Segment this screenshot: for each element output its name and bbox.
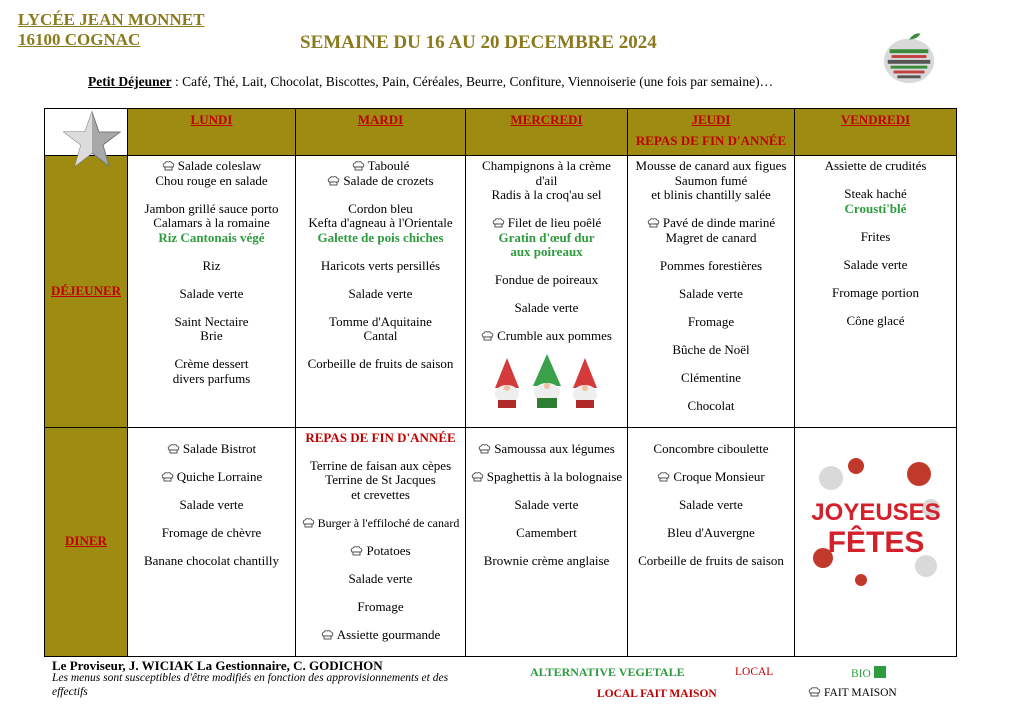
day-header-row <box>45 109 957 156</box>
menu-item: Pavé de dinde mariné <box>628 216 794 231</box>
menu-item: Frites <box>860 228 891 244</box>
chef-hat-icon <box>471 471 484 481</box>
chef-hat-icon <box>167 443 180 453</box>
end-of-year-note: REPAS DE FIN D'ANNÉE <box>635 132 787 148</box>
menu-item: d'ail <box>535 172 558 188</box>
day-label: LUNDI <box>190 112 233 127</box>
menu-item: Brownie crème anglaise <box>483 552 610 568</box>
day-label: VENDREDI <box>840 112 911 127</box>
menu-item: Filet de lieu poêlé <box>466 216 627 231</box>
chef-hat-icon <box>657 471 670 481</box>
menu-table <box>44 108 957 657</box>
day-label: MERCREDI <box>510 112 583 127</box>
menu-item: Chocolat <box>687 397 735 413</box>
chef-hat-icon <box>492 217 505 227</box>
menu-item: Riz <box>202 257 221 273</box>
menu-item: Cantal <box>363 328 398 343</box>
menu-item: Croque Monsieur <box>628 470 794 485</box>
disclaimer: Les menus sont susceptibles d'être modifiés en fonction des approvisionnements et des effectifs <box>52 672 449 698</box>
end-of-year-note: REPAS DE FIN D'ANNÉE <box>305 429 456 445</box>
chef-hat-icon <box>647 217 660 227</box>
menu-item: Concombre ciboulette <box>653 440 769 456</box>
menu-item: Crumble aux pommes <box>466 329 627 344</box>
header-tuesday <box>296 109 466 156</box>
menu-item: Cône glacé <box>846 312 905 328</box>
school-name: LYCÉE JEAN MONNET <box>18 10 205 29</box>
menu-item: Assiette gourmande <box>296 628 465 643</box>
menu-item: Terrine de St Jacques <box>325 472 436 487</box>
menu-item: Salade verte <box>679 496 743 512</box>
menu-item: Fromage <box>687 313 735 329</box>
menu-item-vegetarian: Riz Cantonais végé <box>158 229 265 245</box>
menu-item: Salade verte <box>679 285 743 301</box>
lunch-friday <box>795 156 957 428</box>
menu-item: Banane chocolat chantilly <box>143 552 279 568</box>
menu-item: Radis à la croq'au sel <box>491 187 602 202</box>
header-monday <box>128 109 296 156</box>
chef-hat-icon <box>327 175 340 185</box>
menu-item: et blinis chantilly salée <box>651 187 771 202</box>
menu-item: Corbeille de fruits de saison <box>307 356 454 371</box>
menu-item: Salade verte <box>514 496 579 512</box>
menu-item: Cordon bleu <box>348 200 413 216</box>
menu-item: divers parfums <box>172 370 251 386</box>
menu-item: Camembert <box>516 524 577 540</box>
chef-hat-icon <box>352 160 365 170</box>
menu-item: Brie <box>200 328 223 343</box>
chef-hat-icon <box>478 443 491 453</box>
legend-alternative-vegetale: ALTERNATIVE VEGETALE <box>530 665 685 679</box>
day-label: JEUDI <box>691 112 731 127</box>
meal-label: DÉJEUNER <box>50 283 122 298</box>
menu-item: Kefta d'agneau à l'Orientale <box>308 215 453 230</box>
menu-item: Fromage de chèvre <box>161 524 262 540</box>
breakfast-line <box>88 74 773 90</box>
apple-logo-icon <box>880 28 938 86</box>
menu-item: Pommes forestières <box>659 257 763 273</box>
signatures: Le Proviseur, J. WICIAK La Gestionnaire, C. GODICHON <box>52 658 383 673</box>
menu-item: Salade de crozets <box>296 174 465 189</box>
menu-item: Salade Bistrot <box>128 442 295 457</box>
dinner-wednesday <box>466 427 628 656</box>
menu-item: Haricots verts persillés <box>320 257 441 273</box>
lunch-label-cell <box>45 156 128 428</box>
menu-item: Calamars à la romaine <box>153 215 270 230</box>
joyeuses-fetes-image <box>801 448 951 598</box>
menu-item: Corbeille de fruits de saison <box>638 552 784 568</box>
menu-item: Salade verte <box>843 256 908 272</box>
header-thursday <box>628 109 795 156</box>
menu-item: Samoussa aux légumes <box>466 442 627 457</box>
bio-leaf-icon <box>874 666 886 678</box>
menu-item: Saumon fumé <box>674 172 748 188</box>
dinner-row <box>45 427 957 656</box>
legend-local: LOCAL <box>735 666 774 678</box>
menu-item: Taboulé <box>296 159 465 174</box>
menu-item: Salade verte <box>348 285 413 301</box>
school-header <box>18 10 204 50</box>
legend-local-fait-maison: LOCAL FAIT MAISON <box>597 688 717 700</box>
dinner-friday <box>795 427 957 656</box>
menu-item: Champignons à la crème <box>482 158 611 173</box>
breakfast-label: Petit Déjeuner <box>88 74 172 89</box>
menu-item: Burger à l'effiloché de canard <box>296 516 465 531</box>
breakfast-items: : Café, Thé, Lait, Chocolat, Biscottes, Pain, Céréales, Beurre, Confiture, Viennoiserie (une fois par semaine)… <box>171 74 774 89</box>
dinner-label-cell <box>45 427 128 656</box>
svg-text:JOYEUSES: JOYEUSES <box>810 498 941 526</box>
lunch-wednesday <box>466 156 628 428</box>
chef-hat-icon <box>302 517 315 527</box>
meal-label: DINER <box>65 533 107 549</box>
menu-item: Fondue de poireaux <box>494 272 599 287</box>
dinner-tuesday <box>296 427 466 656</box>
menu-item: Spaghettis à la bolognaise <box>466 470 627 485</box>
chef-hat-icon <box>162 160 175 170</box>
chef-hat-icon <box>350 545 363 555</box>
menu-item: Fromage portion <box>831 284 919 300</box>
menu-item: Quiche Lorraine <box>128 470 295 485</box>
menu-item: Crème dessert <box>174 356 249 371</box>
silver-star-icon <box>62 110 122 170</box>
lunch-tuesday <box>296 156 466 428</box>
menu-item: Potatoes <box>296 544 465 559</box>
chef-hat-icon <box>161 471 174 481</box>
lunch-monday <box>128 156 296 428</box>
menu-item: et crevettes <box>351 486 410 502</box>
menu-item: Salade verte <box>179 496 244 512</box>
lunch-thursday <box>628 156 795 428</box>
menu-item-vegetarian: Galette de pois chiches <box>317 229 444 245</box>
chef-hat-icon <box>321 629 334 639</box>
menu-item: Bleu d'Auvergne <box>667 524 755 540</box>
chef-hat-icon <box>808 687 821 697</box>
menu-item: Mousse de canard aux figues <box>635 158 787 173</box>
menu-item: Salade verte <box>348 570 413 586</box>
menu-item: Magret de canard <box>665 229 757 245</box>
menu-item: Bûche de Noël <box>672 341 750 357</box>
dinner-thursday <box>628 427 795 656</box>
menu-item: Salade coleslaw <box>128 159 295 174</box>
legend-fait-maison: FAIT MAISON <box>808 687 897 699</box>
menu-item-vegetarian: Gratin d'œuf dur <box>498 229 595 245</box>
menu-item: Steak haché <box>844 186 907 201</box>
menu-item: Terrine de faisan aux cèpes <box>309 457 452 473</box>
menu-item: Clémentine <box>681 369 741 385</box>
menu-item-vegetarian: Crousti'blé <box>844 200 907 216</box>
menu-item: Salade verte <box>179 285 244 301</box>
school-city: 16100 COGNAC <box>18 30 141 49</box>
chef-hat-icon <box>481 330 494 340</box>
menu-item: Assiette de crudités <box>824 158 927 173</box>
svg-text:FÊTES: FÊTES <box>827 525 924 559</box>
menu-item: Tomme d'Aquitaine <box>329 313 432 329</box>
menu-item: Chou rouge en salade <box>155 172 268 188</box>
day-label: MARDI <box>357 112 404 127</box>
lunch-row <box>45 156 957 428</box>
week-title: SEMAINE DU 16 AU 20 DECEMBRE 2024 <box>300 32 657 53</box>
legend-bio: BIO <box>851 666 886 680</box>
menu-item: Jambon grillé sauce porto <box>144 200 279 216</box>
dinner-monday <box>128 427 296 656</box>
header-wednesday <box>466 109 628 156</box>
menu-item-vegetarian: aux poireaux <box>510 244 583 259</box>
menu-item: Saint Nectaire <box>174 313 249 329</box>
menu-item: Fromage <box>357 598 404 614</box>
menu-item: Salade verte <box>514 300 579 315</box>
christmas-gnomes-icon <box>487 350 607 410</box>
header-friday <box>795 109 957 156</box>
